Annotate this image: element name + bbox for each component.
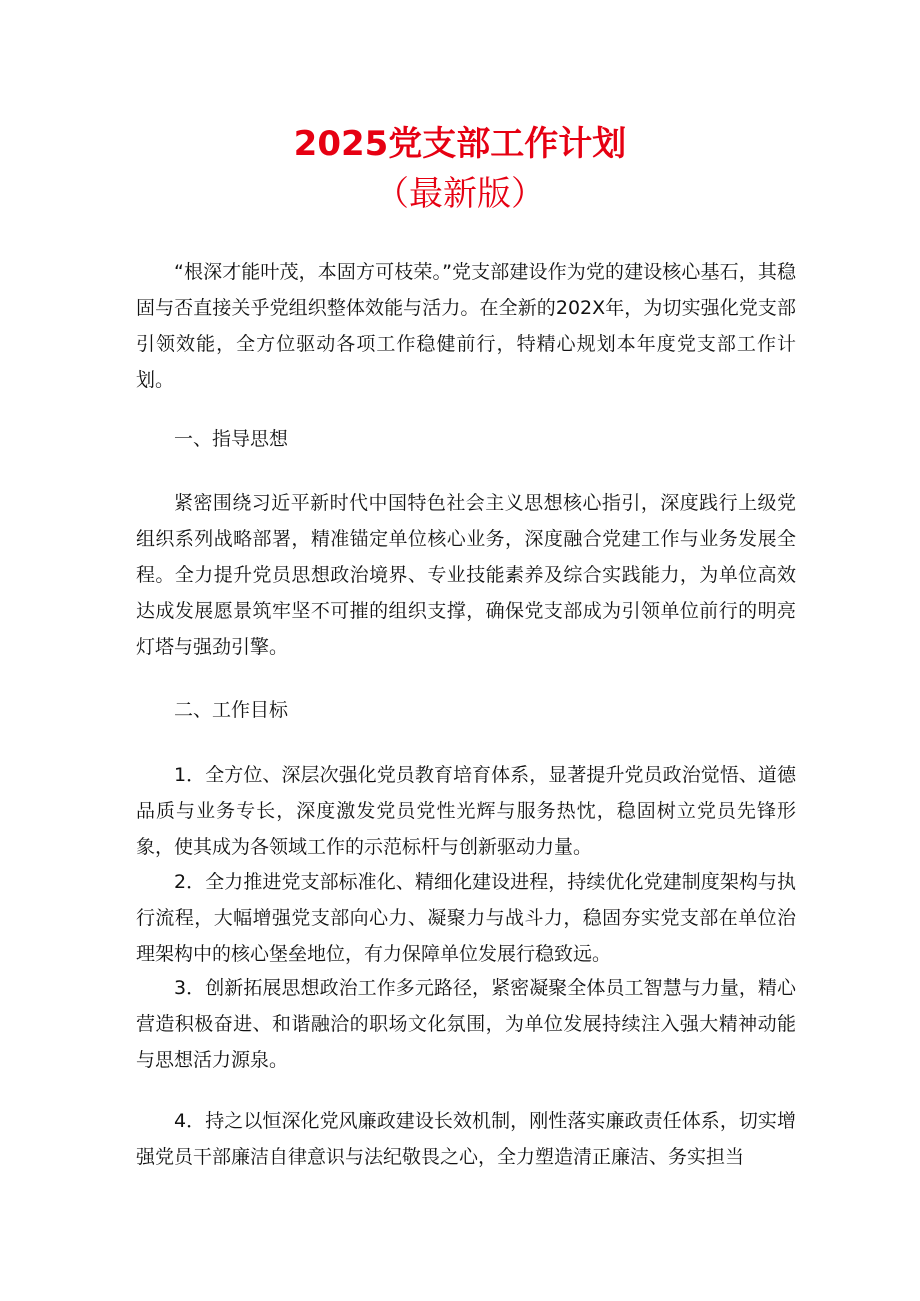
goal-item-1: 1．全方位、深层次强化党员教育培育体系，显著提升党员政治觉悟、道德品质与业务专长，深度激发党员党性光辉与服务热忱，稳固树立党员先锋形象，使其成为各领域工作的示范标杆与创新驱动力量。: [136, 764, 796, 858]
goal-item-4: 4．持之以恒深化党风廉政建设长效机制，刚性落实廉政责任体系，切实增强党员干部廉洁自律意识与法纪敬畏之心，全力塑造清正廉洁、务实担当: [136, 1110, 796, 1168]
section-heading-guiding-thought: 一、指导思想: [174, 428, 289, 450]
document-title: 2025党支部工作计划: [293, 124, 627, 164]
document-subtitle: （最新版）: [375, 174, 545, 214]
section-heading-work-goals: 二、工作目标: [174, 699, 289, 721]
intro-paragraph: “根深才能叶茂，本固方可枝荣。”党支部建设作为党的建设核心基石，其稳固与否直接关乎党组织整体效能与活力。在全新的202X年，为切实强化党支部引领效能，全方位驱动各项工作稳健前行，特精心规划本年度党支部工作计划。: [136, 261, 796, 391]
goal-item-3: 3．创新拓展思想政治工作多元路径，紧密凝聚全体员工智慧与力量，精心营造积极奋进、和谐融洽的职场文化氛围，为单位发展持续注入强大精神动能与思想活力源泉。: [136, 977, 796, 1071]
guiding-thought-paragraph: 紧密围绕习近平新时代中国特色社会主义思想核心指引，深度践行上级党组织系列战略部署，精准锚定单位核心业务，深度融合党建工作与业务发展全程。全力提升党员思想政治境界、专业技能素养及综合实践能力，为单位高效达成发展愿景筑牢坚不可摧的组织支撑，确保党支部成为引领单位前行的明亮灯塔与强劲引擎。: [136, 492, 796, 658]
goal-item-2: 2．全力推进党支部标准化、精细化建设进程，持续优化党建制度架构与执行流程，大幅增强党支部向心力、凝聚力与战斗力，稳固夯实党支部在单位治理架构中的核心堡垒地位，有力保障单位发展行稳致远。: [136, 871, 796, 965]
